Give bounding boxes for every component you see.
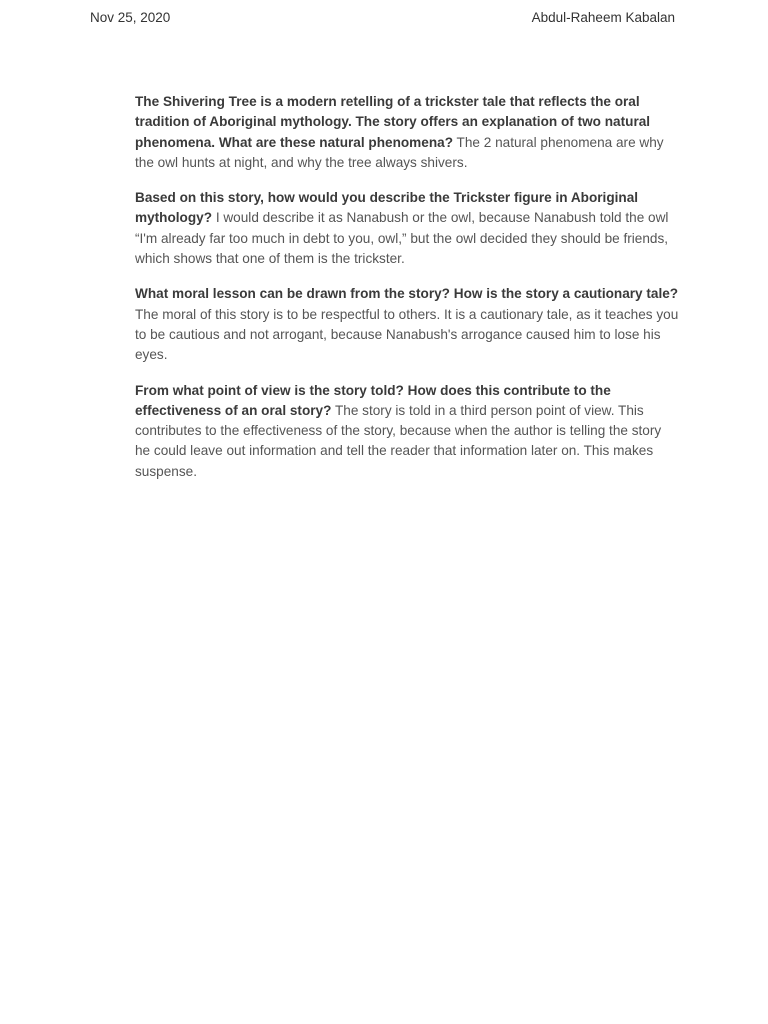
question-3: What moral lesson can be drawn from the story? How is the story a cautionary tale? xyxy=(135,286,679,302)
header-date: Nov 25, 2020 xyxy=(90,9,171,25)
answer-1: The 2 natural phenomena are why the owl hunts at night, and why the tree always shivers. xyxy=(135,134,664,170)
qa-paragraph-3 xyxy=(135,284,680,365)
question-2: Based on this story, how would you describe the Trickster figure in Aboriginal mythology? xyxy=(135,190,639,226)
answer-4: The story is told in a third person point of view. This contributes to the effectiveness of the story, because when the author is telling the story he could leave out information and tell the reader that information later on. This makes suspense. xyxy=(135,402,662,479)
question-1: The Shivering Tree is a modern retelling of a trickster tale that reflects the oral tradition of Aboriginal mythology. The story offers an explanation of two natural phenomena. What are these natural phenomena? xyxy=(135,94,651,150)
answer-2: I would describe it as Nanabush or the owl, because Nanabush told the owl “I'm already far too much in debt to you, owl,” but the owl decided they should be friends, which shows that one of them is the trickster. xyxy=(135,210,669,267)
question-4: From what point of view is the story told? How does this contribute to the effectiveness of an oral story? xyxy=(135,382,611,418)
page-header xyxy=(90,8,675,26)
qa-paragraph-2 xyxy=(135,188,680,269)
qa-paragraph-4 xyxy=(135,381,680,482)
document-body xyxy=(135,92,680,497)
answer-3: The moral of this story is to be respectful to others. It is a cautionary tale, as it teaches you to be cautious and not arrogant, because Nanabush's arrogance caused him to lose his eyes. xyxy=(135,306,679,363)
header-author: Abdul-Raheem Kabalan xyxy=(531,9,675,25)
qa-paragraph-1 xyxy=(135,92,680,173)
